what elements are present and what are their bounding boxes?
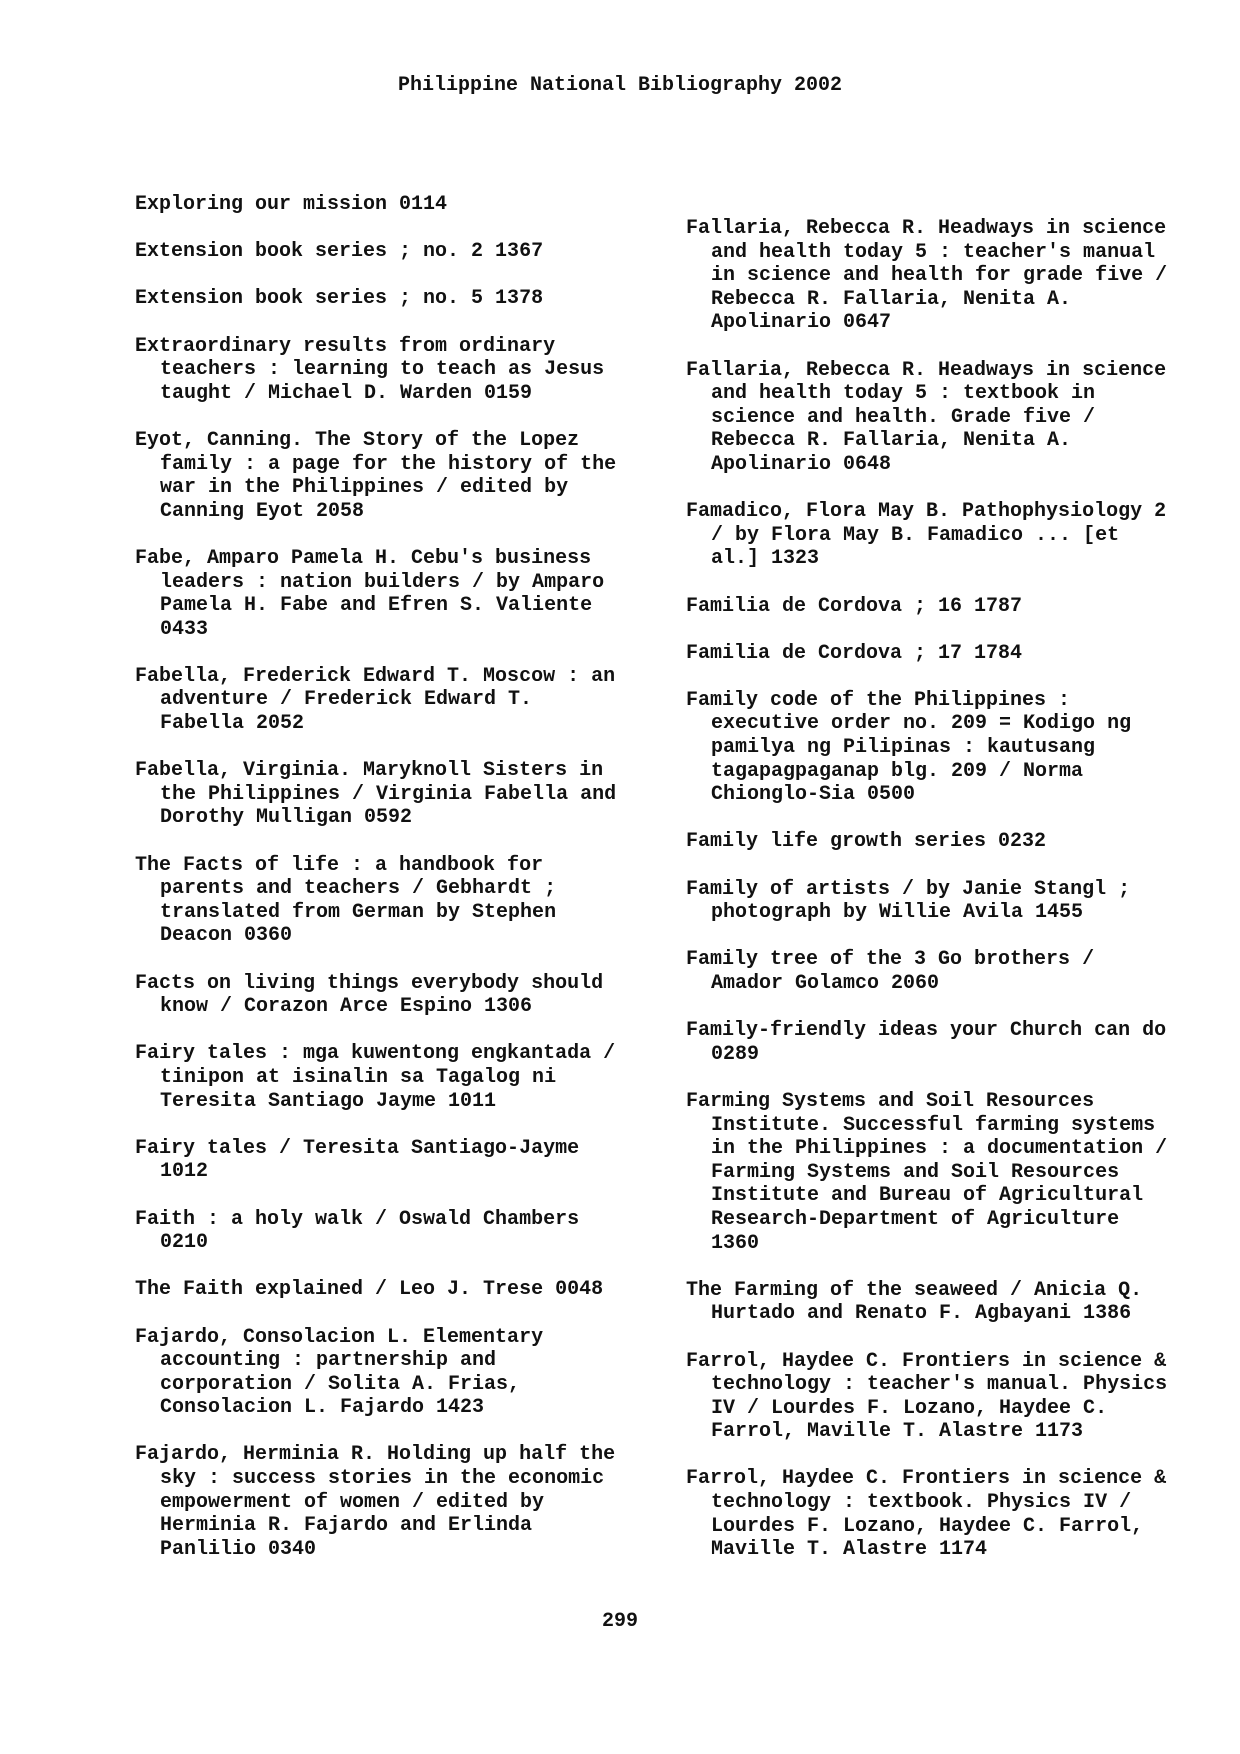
bibliography-entry: Facts on living things everybody should know / Corazon Arce Espino 1306 [135,971,604,1019]
bibliography-entry: Family life growth series 0232 [686,830,1047,854]
bibliography-entry: Familia de Cordova ; 17 1784 [686,641,1023,665]
bibliography-entry: Fallaria, Rebecca R. Headways in science and health today 5 : textbook in science and health. Grade five / Rebecca R. Fallaria, Nenita A. Apolinario 0648 [686,358,1167,476]
bibliography-entry: Fajardo, Herminia R. Holding up half the sky : success stories in the economic empowerment of women / edited by Herminia R. Fajardo and Erlinda Panlilio 0340 [135,1443,616,1561]
bibliography-entry: Fabella, Frederick Edward T. Moscow : an adventure / Frederick Edward T. Fabella 2052 [135,664,616,736]
bibliography-entry: Eyot, Canning. The Story of the Lopez family : a page for the history of the war in the Philippines / edited by Canning Eyot 2058 [135,428,617,523]
bibliography-entry: Family code of the Philippines : executive order no. 209 = Kodigo ng pamilya ng Pilipinas : kautusang tagapagpaganap blg. 209 / Norma Chionglo-Sia 0500 [686,688,1132,807]
bibliography-entry: Fabe, Amparo Pamela H. Cebu's business leaders : nation builders / by Amparo Pamela H. Fabe and Efren S. Valiente 0433 [135,546,605,641]
bibliography-entry: Family tree of the 3 Go brothers / Amador Golamco 2060 [686,948,1095,995]
bibliography-entry: Farming Systems and Soil Resources Institute. Successful farming systems in the Philippines : a documentation / Farming Systems and Soil Resources Institute and Bureau of Agricultural Research-Department of Agriculture 1360 [686,1089,1168,1255]
bibliography-entry: Fairy tales : mga kuwentong engkantada / tinipon at isinalin sa Tagalog ni Teresita Santiago Jayme 1011 [135,1042,616,1113]
bibliography-entry: Familia de Cordova ; 16 1787 [686,594,1023,618]
bibliography-entry: The Faith explained / Leo J. Trese 0048 [135,1278,604,1302]
bibliography-entry: Farrol, Haydee C. Frontiers in science & technology : textbook. Physics IV / Lourdes F. Lozano, Haydee C. Farrol, Maville T. Alastre 1174 [686,1467,1167,1562]
bibliography-entry: The Facts of life : a handbook for parents and teachers / Gebhardt ; translated from German by Stephen Deacon 0360 [135,853,557,948]
bibliography-entry: Fabella, Virginia. Maryknoll Sisters in the Philippines / Virginia Fabella and Dorothy Mulligan 0592 [135,759,617,830]
bibliography-entry: Extension book series ; no. 5 1378 [135,287,544,311]
bibliography-entry: The Farming of the seaweed / Anicia Q. Hurtado and Renato F. Agbayani 1386 [686,1278,1143,1326]
bibliography-entry: Extraordinary results from ordinary teachers : learning to teach as Jesus taught / Michael D. Warden 0159 [135,334,605,405]
bibliography-entry: Famadico, Flora May B. Pathophysiology 2 / by Flora May B. Famadico ... [et al.] 1323 [686,500,1167,571]
page-number: 299 [601,1610,638,1633]
bibliography-entry: Fajardo, Consolacion L. Elementary accounting : partnership and corporation / Solita A. Frias, Consolacion L. Fajardo 1423 [135,1325,544,1420]
bibliography-entry: Exploring our mission 0114 [135,193,448,216]
bibliography-entry: Fairy tales / Teresita Santiago-Jayme 1012 [135,1136,580,1184]
bibliography-entry: Fallaria, Rebecca R. Headways in science and health today 5 : teacher's manual in science and health for grade five / Rebecca R. Fallaria, Nenita A. Apolinario 0647 [686,217,1168,335]
bibliography-entry: Family-friendly ideas your Church can do 0289 [686,1019,1167,1066]
bibliography-entry: Faith : a holy walk / Oswald Chambers 0210 [135,1207,580,1255]
bibliography-entry: Extension book series ; no. 2 1367 [135,240,544,264]
bibliography-entry: Family of artists / by Janie Stangl ; photograph by Willie Avila 1455 [686,877,1131,925]
right-column [686,217,1206,1585]
bibliography-entry: Farrol, Haydee C. Frontiers in science & technology : teacher's manual. Physics IV / Lourdes F. Lozano, Haydee C. Farrol, Maville T. Alastre 1173 [686,1349,1168,1444]
running-header: Philippine National Bibliography 2002 [397,74,843,97]
left-column [135,193,655,1585]
